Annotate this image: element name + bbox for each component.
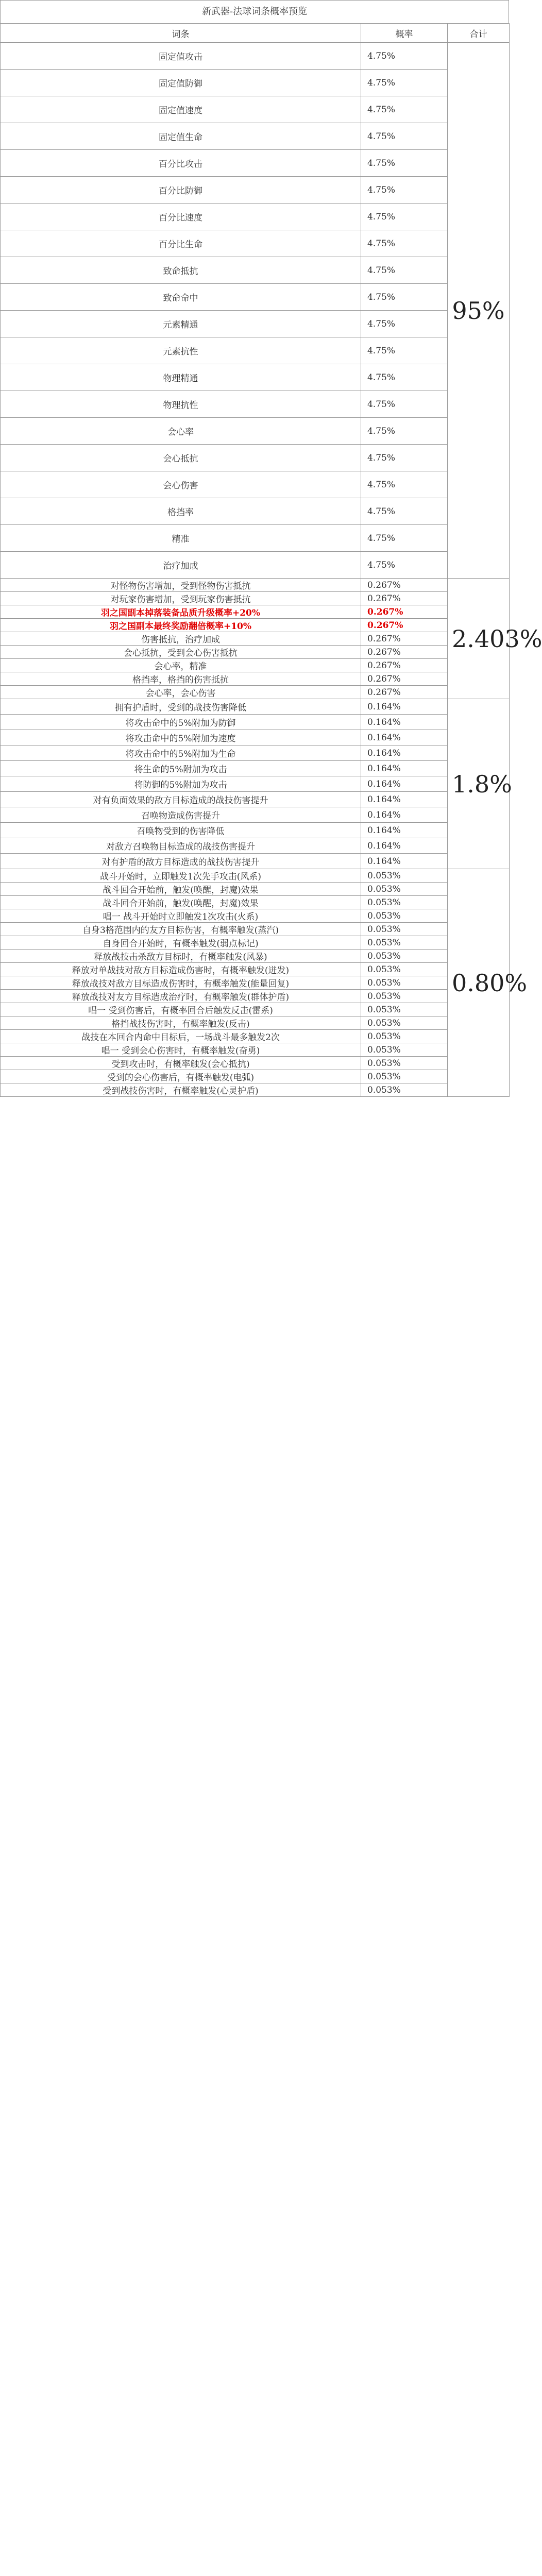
table-row: [1, 686, 510, 699]
row-rate: 0.267%: [361, 672, 448, 686]
row-rate: 0.267%: [361, 619, 448, 632]
row-rate: 0.267%: [361, 605, 448, 619]
table-row: [1, 715, 510, 730]
row-rate: 0.267%: [361, 646, 448, 659]
table-row: [1, 579, 510, 592]
table-row: [1, 337, 510, 364]
row-rate: 4.75%: [361, 123, 448, 150]
row-name: 百分比攻击: [1, 150, 361, 177]
group-total: 95%: [448, 43, 510, 579]
row-rate: 0.053%: [361, 883, 448, 896]
table-row: [1, 963, 510, 976]
row-rate: 0.053%: [361, 950, 448, 963]
row-name: 物理抗性: [1, 391, 361, 418]
row-rate: 4.75%: [361, 96, 448, 123]
table-row: [1, 284, 510, 311]
row-name: 格挡率: [1, 498, 361, 525]
row-rate: 0.053%: [361, 936, 448, 950]
table-row: [1, 445, 510, 471]
table-row: [1, 1057, 510, 1070]
table-row: [1, 619, 510, 632]
row-rate: 0.164%: [361, 823, 448, 838]
row-name: 元素精通: [1, 311, 361, 337]
table-row: [1, 923, 510, 936]
row-name: 唱一 受到伤害后，有概率回合后触发反击(雷系): [1, 1003, 361, 1016]
table-row: [1, 1016, 510, 1030]
row-rate: 4.75%: [361, 284, 448, 311]
row-name: 自身回合开始时，有概率触发(弱点标记): [1, 936, 361, 950]
table-row: [1, 672, 510, 686]
row-rate: 4.75%: [361, 311, 448, 337]
row-rate: 0.053%: [361, 923, 448, 936]
row-name: 会心率: [1, 418, 361, 445]
row-rate: 0.164%: [361, 699, 448, 715]
group-total: 0.80%: [448, 869, 510, 1097]
table-row: [1, 592, 510, 605]
row-rate: 4.75%: [361, 230, 448, 257]
row-name: 固定值攻击: [1, 43, 361, 70]
row-rate: 0.164%: [361, 838, 448, 854]
row-name: 自身3格范围内的友方目标伤害，有概率触发(蒸汽): [1, 923, 361, 936]
table-row: [1, 659, 510, 672]
row-rate: 4.75%: [361, 498, 448, 525]
row-name: 致命抵抗: [1, 257, 361, 284]
table-row: [1, 1003, 510, 1016]
row-rate: 0.164%: [361, 807, 448, 823]
row-rate: 0.267%: [361, 579, 448, 592]
row-name: 致命命中: [1, 284, 361, 311]
table-row: [1, 761, 510, 776]
probability-sheet: [0, 0, 542, 1097]
row-name: 物理精通: [1, 364, 361, 391]
row-rate: 4.75%: [361, 204, 448, 230]
row-rate: 4.75%: [361, 43, 448, 70]
row-name: 对怪物伤害增加，受到怪物伤害抵抗: [1, 579, 361, 592]
row-rate: 0.164%: [361, 792, 448, 807]
table-row: [1, 730, 510, 745]
row-rate: 0.053%: [361, 1070, 448, 1083]
table-row: [1, 1030, 510, 1043]
row-rate: 4.75%: [361, 177, 448, 204]
row-name: 受到战技伤害时，有概率触发(心灵护盾): [1, 1083, 361, 1097]
table-row: [1, 1043, 510, 1057]
row-name: 战斗回合开始前，触发(唤醒，封魔)效果: [1, 883, 361, 896]
table-row: [1, 646, 510, 659]
table-row: [1, 391, 510, 418]
row-rate: 0.053%: [361, 869, 448, 883]
row-name: 对玩家伤害增加，受到玩家伤害抵抗: [1, 592, 361, 605]
row-name: 召唤物受到的伤害降低: [1, 823, 361, 838]
row-rate: 0.164%: [361, 715, 448, 730]
row-name: 固定值防御: [1, 70, 361, 96]
row-name: 羽之国副本最终奖励翻倍概率+10%: [1, 619, 361, 632]
row-rate: 4.75%: [361, 445, 448, 471]
row-rate: 0.053%: [361, 1030, 448, 1043]
row-name: 将攻击命中的5%附加为速度: [1, 730, 361, 745]
row-name: 治疗加成: [1, 552, 361, 579]
row-rate: 0.053%: [361, 896, 448, 909]
row-name: 拥有护盾时，受到的战技伤害降低: [1, 699, 361, 715]
row-name: 羽之国副本掉落装备品质升级概率+20%: [1, 605, 361, 619]
table-row: [1, 807, 510, 823]
row-name: 战斗回合开始前，触发(唤醒，封魔)效果: [1, 896, 361, 909]
table-row: [1, 936, 510, 950]
row-name: 战技在本回合内命中目标后，一场战斗最多触发2次: [1, 1030, 361, 1043]
row-name: 元素抗性: [1, 337, 361, 364]
row-rate: 4.75%: [361, 525, 448, 552]
table-row: [1, 43, 510, 70]
row-name: 唱一 战斗开始时立即触发1次攻击(火系): [1, 909, 361, 923]
row-name: 将防御的5%附加为攻击: [1, 776, 361, 792]
table-row: [1, 950, 510, 963]
row-rate: 4.75%: [361, 552, 448, 579]
table-row: [1, 418, 510, 445]
row-name: 唱一 受到会心伤害时，有概率触发(奋勇): [1, 1043, 361, 1057]
row-name: 格挡战技伤害时，有概率触发(反击): [1, 1016, 361, 1030]
row-name: 释放战技击杀敌方目标时，有概率触发(风暴): [1, 950, 361, 963]
header-name: 词条: [1, 24, 361, 43]
row-name: 释放战技对友方目标造成治疗时，有概率触发(群体护盾): [1, 990, 361, 1003]
table-row: [1, 976, 510, 990]
table-row: [1, 96, 510, 123]
table-header-row: [1, 24, 510, 43]
table-row: [1, 745, 510, 761]
row-rate: 0.053%: [361, 1016, 448, 1030]
table-row: [1, 883, 510, 896]
row-rate: 4.75%: [361, 471, 448, 498]
row-rate: 0.053%: [361, 1003, 448, 1016]
table-row: [1, 909, 510, 923]
group-total: 2.403%: [448, 579, 510, 699]
table-row: [1, 123, 510, 150]
row-name: 战斗开始时，立即触发1次先手攻击(风系): [1, 869, 361, 883]
row-rate: 4.75%: [361, 364, 448, 391]
row-rate: 4.75%: [361, 337, 448, 364]
table-row: [1, 204, 510, 230]
row-name: 百分比生命: [1, 230, 361, 257]
row-name: 将生命的5%附加为攻击: [1, 761, 361, 776]
table-row: [1, 311, 510, 337]
row-name: 对敌方召唤物目标造成的战技伤害提升: [1, 838, 361, 854]
row-rate: 4.75%: [361, 150, 448, 177]
probability-table: [0, 23, 542, 1097]
row-name: 精准: [1, 525, 361, 552]
row-name: 将攻击命中的5%附加为生命: [1, 745, 361, 761]
row-name: 会心抵抗: [1, 445, 361, 471]
table-row: [1, 230, 510, 257]
row-rate: 0.053%: [361, 1083, 448, 1097]
table-row: [1, 823, 510, 838]
table-row: [1, 1083, 510, 1097]
row-rate: 0.164%: [361, 730, 448, 745]
row-rate: 0.267%: [361, 592, 448, 605]
row-name: 对有负面效果的敌方目标造成的战技伤害提升: [1, 792, 361, 807]
table-row: [1, 605, 510, 619]
row-rate: 0.053%: [361, 1057, 448, 1070]
group-total: 1.8%: [448, 699, 510, 869]
table-row: [1, 498, 510, 525]
table-row: [1, 632, 510, 646]
sheet-title: 新武器-法球词条概率预览: [0, 0, 509, 23]
row-rate: 0.267%: [361, 659, 448, 672]
row-rate: 0.053%: [361, 909, 448, 923]
table-row: [1, 177, 510, 204]
row-rate: 0.053%: [361, 990, 448, 1003]
table-row: [1, 776, 510, 792]
table-row: [1, 896, 510, 909]
row-rate: 0.053%: [361, 963, 448, 976]
table-row: [1, 854, 510, 869]
row-name: 会心抵抗，受到会心伤害抵抗: [1, 646, 361, 659]
table-row: [1, 364, 510, 391]
row-name: 释放对单战技对敌方目标造成伤害时，有概率触发(迸发): [1, 963, 361, 976]
row-name: 将攻击命中的5%附加为防御: [1, 715, 361, 730]
row-rate: 4.75%: [361, 70, 448, 96]
table-row: [1, 792, 510, 807]
row-name: 固定值生命: [1, 123, 361, 150]
row-rate: 4.75%: [361, 418, 448, 445]
row-name: 百分比速度: [1, 204, 361, 230]
row-name: 受到攻击时，有概率触发(会心抵抗): [1, 1057, 361, 1070]
header-total: 合计: [448, 24, 510, 43]
row-rate: 0.164%: [361, 776, 448, 792]
row-rate: 0.164%: [361, 761, 448, 776]
row-name: 受到的会心伤害后，有概率触发(电弧): [1, 1070, 361, 1083]
row-name: 固定值速度: [1, 96, 361, 123]
row-name: 释放战技对敌方目标造成伤害时，有概率触发(能量回复): [1, 976, 361, 990]
row-name: 会心伤害: [1, 471, 361, 498]
table-row: [1, 838, 510, 854]
row-rate: 0.267%: [361, 632, 448, 646]
table-row: [1, 699, 510, 715]
row-name: 会心率，精准: [1, 659, 361, 672]
table-row: [1, 990, 510, 1003]
row-name: 召唤物造成伤害提升: [1, 807, 361, 823]
table-row: [1, 70, 510, 96]
table-row: [1, 552, 510, 579]
table-row: [1, 150, 510, 177]
row-rate: 4.75%: [361, 257, 448, 284]
table-row: [1, 869, 510, 883]
row-rate: 0.053%: [361, 1043, 448, 1057]
row-name: 对有护盾的敌方目标造成的战技伤害提升: [1, 854, 361, 869]
table-row: [1, 525, 510, 552]
table-row: [1, 1070, 510, 1083]
row-rate: 0.164%: [361, 745, 448, 761]
table-row: [1, 257, 510, 284]
row-rate: 0.164%: [361, 854, 448, 869]
row-rate: 4.75%: [361, 391, 448, 418]
row-name: 伤害抵抗，治疗加成: [1, 632, 361, 646]
header-rate: 概率: [361, 24, 448, 43]
row-rate: 0.053%: [361, 976, 448, 990]
row-rate: 0.267%: [361, 686, 448, 699]
row-name: 格挡率，格挡的伤害抵抗: [1, 672, 361, 686]
row-name: 会心率，会心伤害: [1, 686, 361, 699]
row-name: 百分比防御: [1, 177, 361, 204]
table-row: [1, 471, 510, 498]
